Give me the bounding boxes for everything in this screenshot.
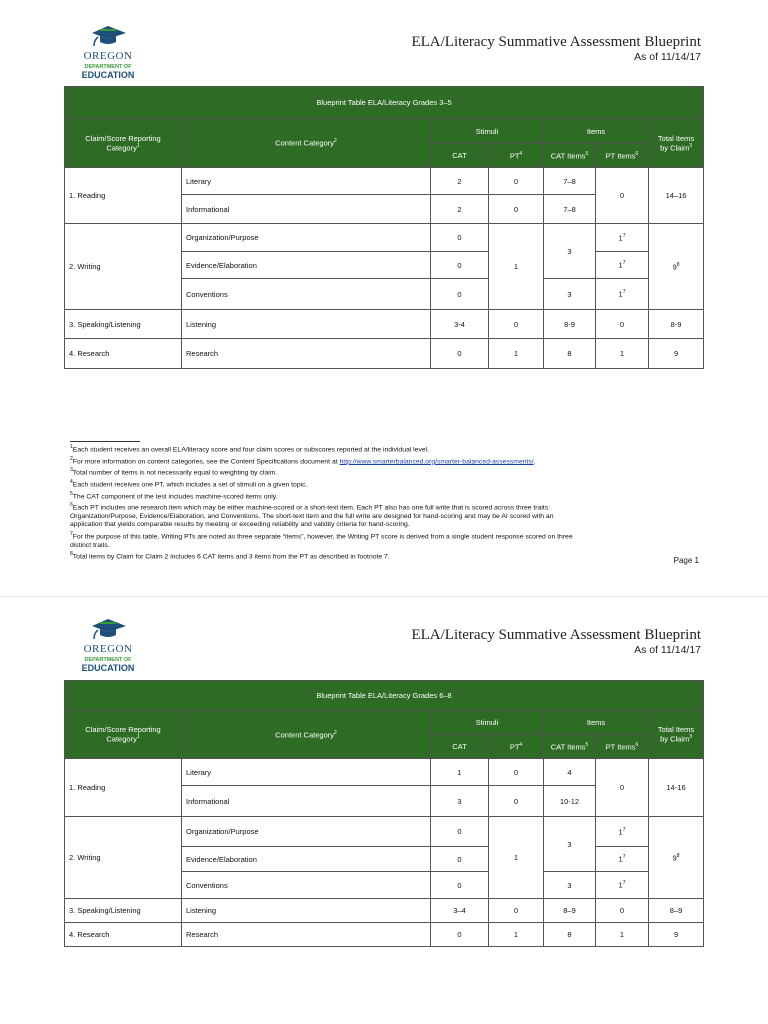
cell-pt: 0 bbox=[489, 310, 544, 339]
table-row bbox=[65, 224, 704, 252]
cell-cat-items: 8 bbox=[544, 339, 596, 369]
cell-cat-items: 3 bbox=[544, 279, 596, 310]
content-conventions: Conventions bbox=[182, 872, 431, 899]
cell-pt-items: 0 bbox=[596, 759, 649, 817]
table-row bbox=[65, 759, 704, 786]
claim-research: 4. Research bbox=[65, 923, 182, 947]
cell-total: 14–16 bbox=[649, 168, 704, 224]
footnote-2: $^2$For more information on content categories, see the Content Specifications document at http://www.smarterbalanced.org/smarter-balanced-assessments/. bbox=[70, 455, 536, 465]
cell-pt-items: $1^7$ bbox=[596, 224, 649, 252]
header-pt-items: PT Items$^6$ bbox=[596, 144, 649, 168]
header-cat: CAT bbox=[431, 735, 489, 759]
header-items: Items bbox=[544, 711, 649, 735]
header-cat: CAT bbox=[431, 144, 489, 168]
header-cat-items: CAT Items$^5$ bbox=[544, 144, 596, 168]
header-pt-items: PT Items$^6$ bbox=[596, 735, 649, 759]
footnote-6-cont: application that yields comparable results by meeting or exceeding reliability and validity criteria for hand-scoring. bbox=[70, 521, 410, 529]
header-cat-items: CAT Items$^5$ bbox=[544, 735, 596, 759]
cell-pt: 1 bbox=[489, 224, 544, 310]
cell-cat: 0 bbox=[431, 872, 489, 899]
cell-pt-items: $1^7$ bbox=[596, 252, 649, 279]
cell-total: 14-16 bbox=[649, 759, 704, 817]
cell-cat: 0 bbox=[431, 817, 489, 847]
cell-total: $9^8$ bbox=[649, 224, 704, 310]
logo-line-1: OREGON bbox=[83, 50, 133, 62]
blueprint-table-grades-3-5 bbox=[64, 86, 704, 369]
document-title: ELA/Literacy Summative Assessment Blueprint bbox=[411, 34, 701, 50]
table-row bbox=[65, 168, 704, 195]
cell-cat: 2 bbox=[431, 168, 489, 195]
blueprint-table-grades-6-8 bbox=[64, 680, 704, 947]
cell-cat-items: 8 bbox=[544, 923, 596, 947]
content-research: Research bbox=[182, 339, 431, 369]
content-organization: Organization/Purpose bbox=[182, 224, 431, 252]
logo-line-3: EDUCATION bbox=[81, 70, 135, 80]
header-stimuli: Stimuli bbox=[431, 119, 544, 144]
content-informational: Informational bbox=[182, 786, 431, 817]
cell-pt-items: $1^7$ bbox=[596, 279, 649, 310]
cell-cat: 0 bbox=[431, 339, 489, 369]
oregon-education-logo bbox=[80, 24, 140, 84]
table-title: Blueprint Table ELA/Literacy Grades 3–5 bbox=[65, 87, 704, 119]
cell-cat: 0 bbox=[431, 923, 489, 947]
header-stimuli: Stimuli bbox=[431, 711, 544, 735]
cell-pt: 1 bbox=[489, 339, 544, 369]
page-separator bbox=[0, 596, 768, 597]
cell-pt-items: 1 bbox=[596, 923, 649, 947]
cell-total: 8–9 bbox=[649, 899, 704, 923]
content-evidence: Evidence/Elaboration bbox=[182, 252, 431, 279]
logo-line-1: OREGON bbox=[83, 643, 133, 655]
claim-reading: 1. Reading bbox=[65, 759, 182, 817]
header-claim: Claim/Score Reporting Category$^1$ bbox=[65, 119, 182, 168]
cell-pt-items: $1^7$ bbox=[596, 872, 649, 899]
document-date: As of 11/14/17 bbox=[634, 51, 701, 63]
cell-pt: 0 bbox=[489, 786, 544, 817]
cell-total: 9 bbox=[649, 923, 704, 947]
cell-cat: 2 bbox=[431, 195, 489, 224]
cell-cat-items: 10-12 bbox=[544, 786, 596, 817]
content-listening: Listening bbox=[182, 899, 431, 923]
cell-pt: 0 bbox=[489, 899, 544, 923]
claim-reading: 1. Reading bbox=[65, 168, 182, 224]
cell-cat: 3-4 bbox=[431, 310, 489, 339]
footnote-1: $^1$Each student receives an overall ELA/literacy score and four claim scores or subscores reported at the individual level. bbox=[70, 444, 430, 454]
cell-cat: 3–4 bbox=[431, 899, 489, 923]
cell-pt: 1 bbox=[489, 817, 544, 899]
cell-pt-items: $1^7$ bbox=[596, 847, 649, 872]
table-row bbox=[65, 339, 704, 369]
cell-total: 8-9 bbox=[649, 310, 704, 339]
content-research: Research bbox=[182, 923, 431, 947]
table-row bbox=[65, 899, 704, 923]
footnote-5: $^5$The CAT component of the test includes machine-scored items only. bbox=[70, 490, 278, 500]
cell-cat: 3 bbox=[431, 786, 489, 817]
cell-pt: 0 bbox=[489, 195, 544, 224]
header-claim: Claim/Score Reporting Category$^1$ bbox=[65, 711, 182, 759]
logo-line-2: DEPARTMENT OF bbox=[84, 657, 132, 663]
claim-speaking: 3. Speaking/Listening bbox=[65, 899, 182, 923]
graduation-cap-icon bbox=[88, 24, 128, 50]
logo-line-3: EDUCATION bbox=[81, 663, 135, 673]
cell-pt-items: 0 bbox=[596, 310, 649, 339]
footnote-6: $^6$Each PT includes one research item which may be either machine-scored or a short-text item. Each PT also has one full write that is scored across three traits: bbox=[70, 502, 551, 512]
footnote-7: $^7$For the purpose of this table, Writing PTs are noted as three separate “items”, however, the Writing PT score is derived from a single student response scored on three bbox=[70, 530, 573, 541]
cell-cat: 0 bbox=[431, 224, 489, 252]
content-informational: Informational bbox=[182, 195, 431, 224]
content-organization: Organization/Purpose bbox=[182, 817, 431, 847]
header-content-category: Content Category$^2$ bbox=[182, 711, 431, 759]
content-literary: Literary bbox=[182, 168, 431, 195]
footnote-8: $^8$Total items by Claim for Claim 2 includes 6 CAT items and 3 items from the PT as described in footnote 7. bbox=[70, 550, 390, 561]
footnotes bbox=[70, 443, 710, 562]
oregon-education-logo bbox=[80, 617, 140, 677]
cell-cat-items: 8–9 bbox=[544, 899, 596, 923]
cell-total: $9^8$ bbox=[649, 817, 704, 899]
cell-cat-items: 3 bbox=[544, 872, 596, 899]
claim-writing: 2. Writing bbox=[65, 224, 182, 310]
document-date: As of 11/14/17 bbox=[634, 644, 701, 656]
page-number: Page 1 bbox=[673, 556, 699, 565]
cell-cat-items: 8-9 bbox=[544, 310, 596, 339]
footnote-6-cont: Organization/Purpose, Evidence/Elaboration, and Conventions. The short-text item and the full write are designed for hand-scoring and may be AI scored with an bbox=[70, 513, 554, 521]
cell-cat: 0 bbox=[431, 279, 489, 310]
content-evidence: Evidence/Elaboration bbox=[182, 847, 431, 872]
claim-writing: 2. Writing bbox=[65, 817, 182, 899]
graduation-cap-icon bbox=[88, 617, 128, 643]
claim-speaking: 3. Speaking/Listening bbox=[65, 310, 182, 339]
header-content-category: Content Category$^2$ bbox=[182, 119, 431, 168]
table-row bbox=[65, 923, 704, 947]
cell-pt: 0 bbox=[489, 759, 544, 786]
table-row bbox=[65, 817, 704, 847]
cell-cat-items: 7–8 bbox=[544, 195, 596, 224]
header-total-items: Total Items by Claim$^3$ bbox=[649, 711, 704, 759]
footnote-3: $^3$Total number of items is not necessarily equal to weighting by claim. bbox=[70, 467, 278, 477]
cell-cat-items: 4 bbox=[544, 759, 596, 786]
header-items: Items bbox=[544, 119, 649, 144]
header-pt: $PT^4$ bbox=[489, 735, 544, 759]
cell-cat: 0 bbox=[431, 252, 489, 279]
table-title: Blueprint Table ELA/Literacy Grades 6–8 bbox=[65, 681, 704, 711]
footnote-4: $^4$Each student receives one PT, which includes a set of stimuli on a given topic. bbox=[70, 479, 308, 489]
cell-cat: 0 bbox=[431, 847, 489, 872]
cell-pt: 1 bbox=[489, 923, 544, 947]
footnote-7-cont: distinct traits. bbox=[70, 541, 110, 549]
page-2 bbox=[0, 600, 768, 1024]
cell-total: 9 bbox=[649, 339, 704, 369]
document-title: ELA/Literacy Summative Assessment Blueprint bbox=[411, 627, 701, 643]
table-row bbox=[65, 310, 704, 339]
content-conventions: Conventions bbox=[182, 279, 431, 310]
claim-research: 4. Research bbox=[65, 339, 182, 369]
content-specifications-link[interactable]: http://www.smarterbalanced.org/smarter-balanced-assessments/ bbox=[339, 457, 534, 465]
cell-pt-items: 0 bbox=[596, 168, 649, 224]
cell-cat-items: 3 bbox=[544, 224, 596, 279]
header-total-items: Total Items by Claim$^3$ bbox=[649, 119, 704, 168]
cell-cat-items: 7–8 bbox=[544, 168, 596, 195]
cell-cat: 1 bbox=[431, 759, 489, 786]
cell-pt-items: 1 bbox=[596, 339, 649, 369]
cell-pt-items: $1^7$ bbox=[596, 817, 649, 847]
cell-cat-items: 3 bbox=[544, 817, 596, 872]
cell-pt-items: 0 bbox=[596, 899, 649, 923]
logo-line-2: DEPARTMENT OF bbox=[84, 64, 132, 70]
cell-pt: 0 bbox=[489, 168, 544, 195]
header-pt: $PT^4$ bbox=[489, 144, 544, 168]
content-literary: Literary bbox=[182, 759, 431, 786]
content-listening: Listening bbox=[182, 310, 431, 339]
footnote-divider bbox=[70, 441, 140, 442]
